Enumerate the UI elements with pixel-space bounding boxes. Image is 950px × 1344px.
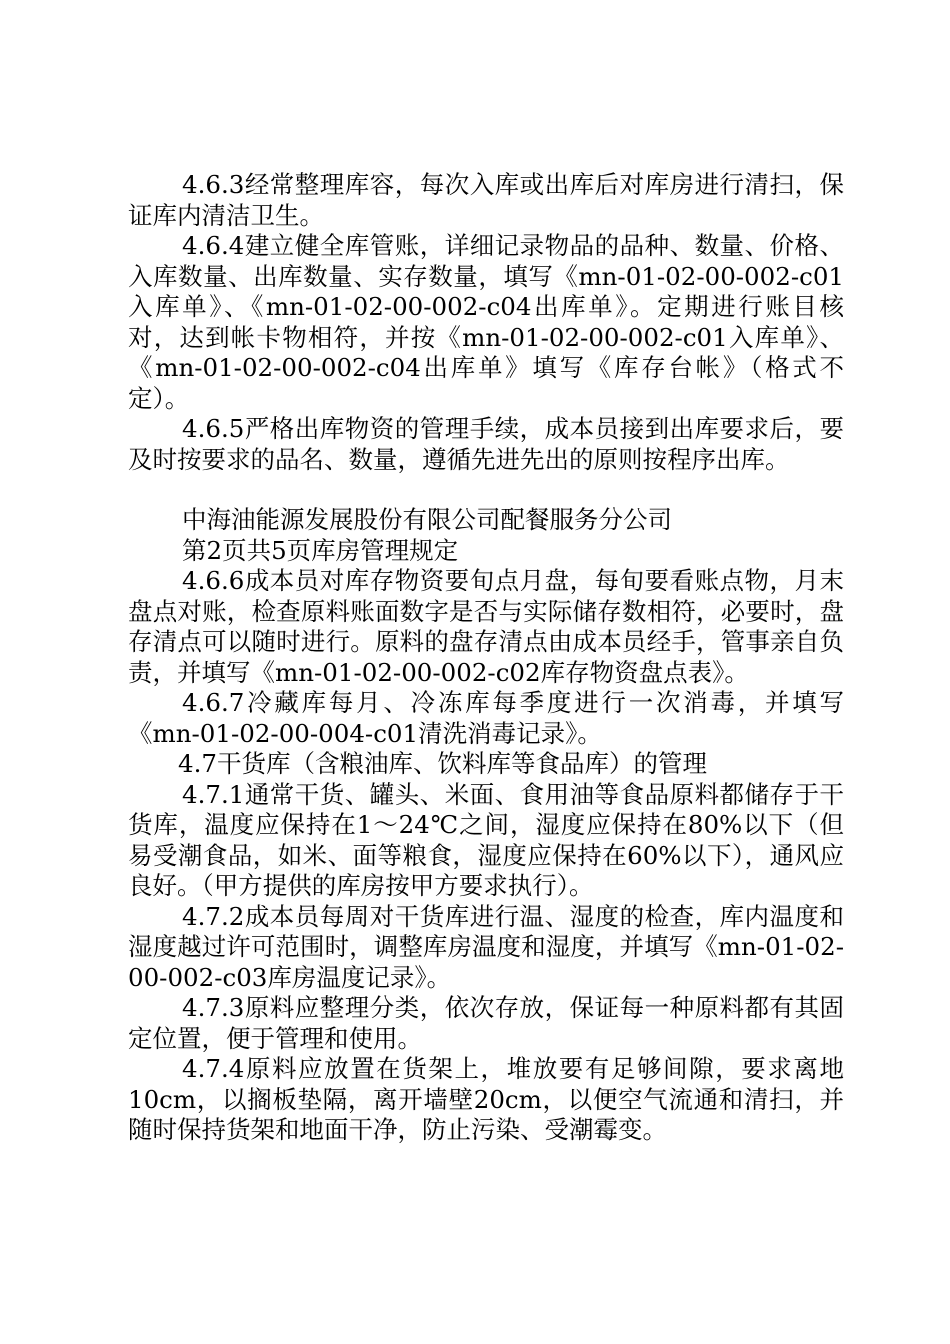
- company-line: 中海油能源发展股份有限公司配餐服务分公司: [182, 505, 672, 534]
- paragraph-4-7-4: 4.7.4原料应放置在货架上，堆放要有足够间隙，要求离地10cm，以搁板垫隔，离开墙壁20cm，以便空气流通和清扫，并随时保持货架和地面干净，防止污染、受潮霉变。: [128, 1054, 844, 1144]
- section-heading-4-7: 4.7干货库（含粮油库、饮料库等食品库）的管理: [178, 749, 707, 778]
- paragraph-4-6-3: 4.6.3经常整理库容，每次入库或出库后对库房进行清扫，保证库内清洁卫生。: [128, 170, 844, 230]
- paragraph-4-6-5: 4.6.5严格出库物资的管理手续，成本员接到出库要求后，要及时按要求的品名、数量，遵循先进先出的原则按程序出库。: [128, 414, 844, 474]
- paragraph-4-6-6: 4.6.6成本员对库存物资要旬点月盘，每旬要看账点物，月末盘点对账，检查原料账面数字是否与实际储存数相符，必要时，盘存清点可以随时进行。原料的盘存清点由成本员经手，管事亲自负责，并填写《mn-01-02-00-002-c02库存物资盘点表》。: [128, 566, 844, 687]
- paragraph-4-6-4: 4.6.4建立健全库管账，详细记录物品的品种、数量、价格、入库数量、出库数量、实存数量，填写《mn-01-02-00-002-c01入库单》、《mn-01-02-00-002-c04出库单》。定期进行账目核对，达到帐卡物相符，并按《mn-01-02-00-002-c01入库单》、《mn-01-02-00-002-c04出库单》填写《库存台帐》（格式不定）。: [128, 231, 844, 413]
- section-gap: [128, 475, 844, 505]
- document-body: [128, 170, 844, 1146]
- page-line: 第2页共5页库房管理规定: [182, 535, 459, 565]
- paragraph-4-6-7: 4.6.7冷藏库每月、冷冻库每季度进行一次消毒，并填写《mn-01-02-00-004-c01清洗消毒记录》。: [128, 688, 844, 748]
- paragraph-4-7-3: 4.7.3原料应整理分类，依次存放，保证每一种原料都有其固定位置，便于管理和使用。: [128, 993, 844, 1053]
- paragraph-4-7-2: 4.7.2成本员每周对干货库进行温、湿度的检查，库内温度和湿度越过许可范围时，调整库房温度和湿度，并填写《mn-01-02-00-002-c03库房温度记录》。: [128, 901, 844, 992]
- paragraph-4-7-1: 4.7.1通常干货、罐头、米面、食用油等食品原料都储存于干货库，温度应保持在1～24℃之间，湿度应保持在80%以下（但易受潮食品，如米、面等粮食，湿度应保持在60%以下），通风应良好。（甲方提供的库房按甲方要求执行）。: [128, 779, 844, 900]
